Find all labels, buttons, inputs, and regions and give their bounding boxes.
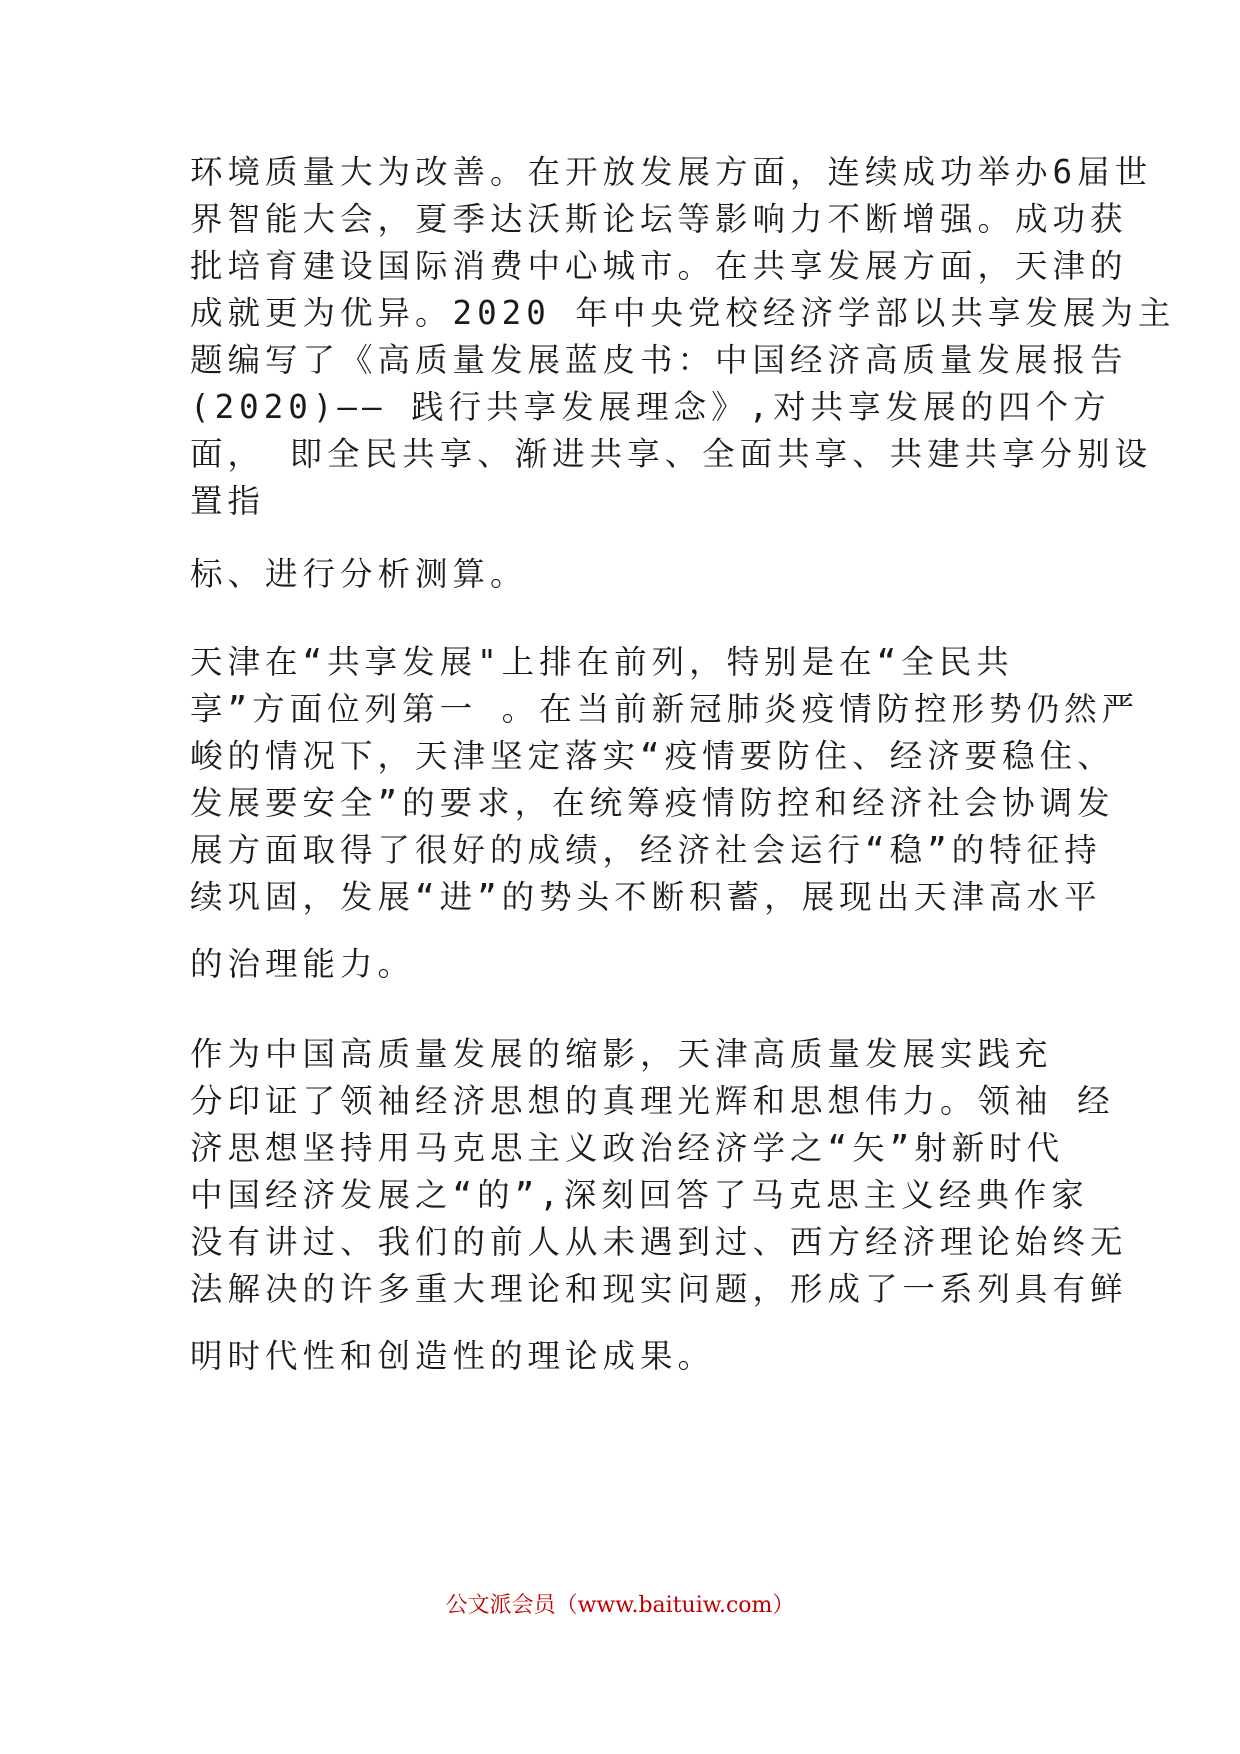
paragraph-2-line-2: 享”方面位列第一 。在当前新冠肺炎疫情防控形势仍然严 <box>190 690 1140 728</box>
paragraph-1-line-9: 标、进行分析测算。 <box>190 555 528 593</box>
paragraph-2-line-6: 续巩固，发展“进”的势头不断积蓄，展现出天津高水平 <box>190 878 1102 916</box>
paragraph-2-line-3: 峻的情况下，天津坚定落实“疫情要防住、经济要稳住、 <box>190 737 1115 775</box>
footer-watermark-link[interactable]: 公文派会员（www.baituiw.com） <box>445 1593 795 1618</box>
paragraph-1-line-7: 面， 即全民共享、渐进共享、全面共享、共建共享分别设 <box>190 435 1153 473</box>
paragraph-2-line-5: 展方面取得了很好的成绩，经济社会运行“稳”的特征持 <box>190 831 1102 869</box>
paragraph-1-line-5: 题编写了《高质量发展蓝皮书：中国经济高质量发展报告 <box>190 341 1128 379</box>
paragraph-1-line-4: 成就更为优异。2020 年中央党校经济学部以共享发展为主 <box>190 294 1176 332</box>
paragraph-2-line-7: 的治理能力。 <box>190 945 416 983</box>
paragraph-3-line-3: 济思想坚持用马克思主义政治经济学之“矢”射新时代 <box>190 1129 1065 1167</box>
paragraph-2-line-1: 天津在“共享发展"上排在前列，特别是在“全民共 <box>190 643 1014 681</box>
paragraph-1-line-8: 置指 <box>190 482 266 520</box>
paragraph-1-line-3: 批培育建设国际消费中心城市。在共享发展方面，天津的 <box>190 247 1128 285</box>
paragraph-1-line-6: (2020)—— 践行共享发展理念》,对共享发展的四个方 <box>190 388 1111 426</box>
paragraph-2-line-4: 发展要安全”的要求，在统筹疫情防控和经济社会协调发 <box>190 784 1115 822</box>
paragraph-3-line-6: 法解决的许多重大理论和现实问题，形成了一系列具有鲜 <box>190 1270 1128 1308</box>
paragraph-3-line-1: 作为中国高质量发展的缩影，天津高质量发展实践充 <box>190 1035 1053 1073</box>
paragraph-1-line-1: 环境质量大为改善。在开放发展方面，连续成功举办6届世 <box>190 153 1153 191</box>
paragraph-1-line-2: 界智能大会，夏季达沃斯论坛等影响力不断增强。成功获 <box>190 200 1128 238</box>
paragraph-3-line-7: 明时代性和创造性的理论成果。 <box>190 1337 716 1375</box>
paragraph-3-line-4: 中国经济发展之“的”,深刻回答了马克思主义经典作家 <box>190 1176 1089 1214</box>
paragraph-3-line-5: 没有讲过、我们的前人从未遇到过、西方经济理论始终无 <box>190 1223 1128 1261</box>
paragraph-3-line-2: 分印证了领袖经济思想的真理光辉和思想伟力。领袖 经 <box>190 1082 1115 1120</box>
